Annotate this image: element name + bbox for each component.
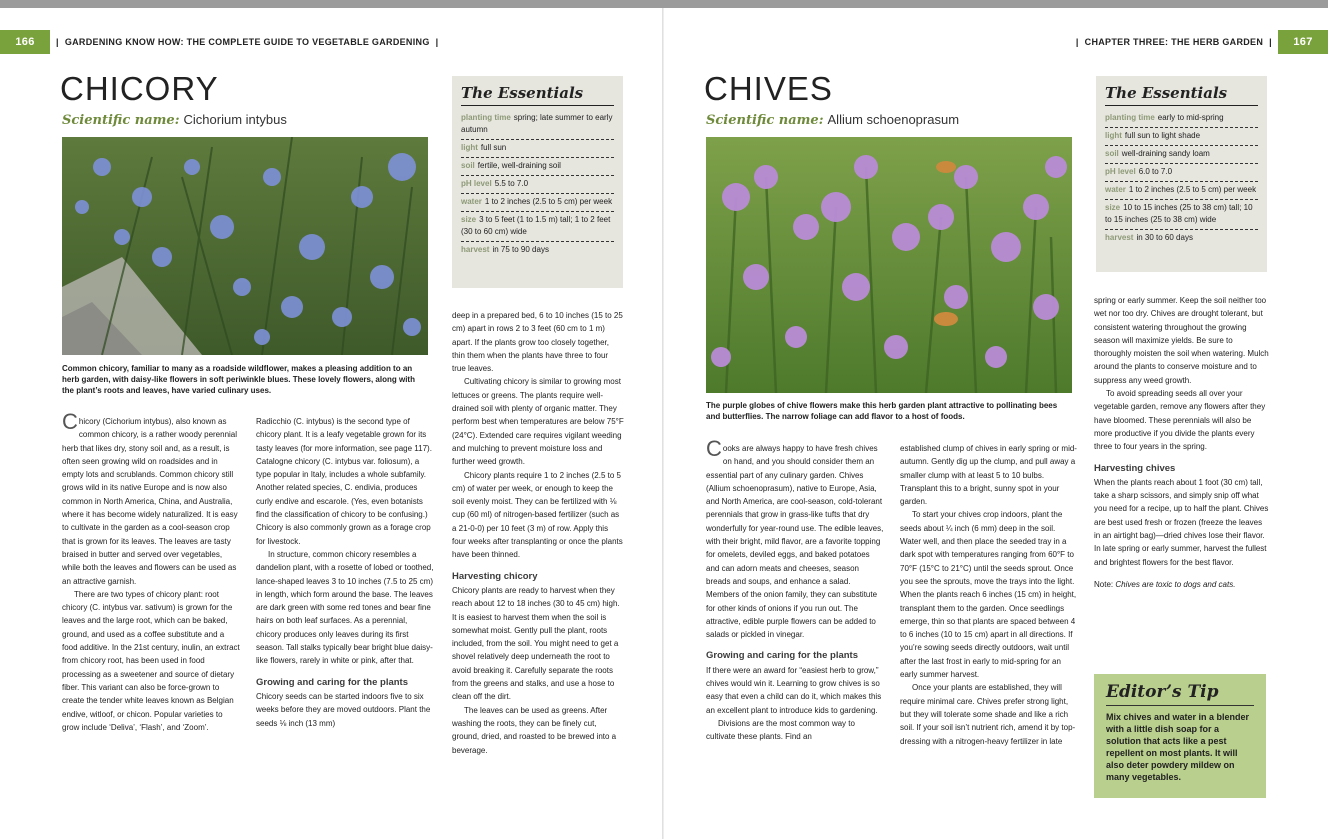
essential-soil bbox=[1105, 146, 1258, 164]
chives-photo bbox=[706, 137, 1072, 393]
essential-value: well-draining sandy loam bbox=[1121, 149, 1210, 158]
essential-value: 1 to 2 inches (2.5 to 5 cm) per week bbox=[484, 197, 613, 206]
essential-planting-time bbox=[1105, 110, 1258, 128]
essential-soil bbox=[461, 158, 614, 176]
essential-key: soil bbox=[461, 161, 475, 170]
paragraph: If there were an award for “easiest herb to grow,” chives would win it. Learning to grow chives is so easy that even a child can do it, which makes this an excellent plant to introduce kids to gardening. bbox=[706, 665, 882, 715]
divider: | bbox=[1269, 37, 1272, 47]
chicory-essentials-box bbox=[452, 76, 623, 288]
paragraph: In structure, common chicory resembles a dandelion plant, with a rosette of lobed or toothed, lance-shaped leaves 3 to 10 inches (7.5 to 25 cm) in length, which form around the base. The leaves are dark green with some red tones and bear fine hairs on both leaf surfaces. As a perennial, chicory produces only leaves during its first season. Tall stalks typically bear bright blue daisy-like flowers, rarely in white or pink, after that. bbox=[256, 549, 434, 666]
essential-value: spring; late summer to early autumn bbox=[461, 113, 613, 134]
paragraph: There are two types of chicory plant: root chicory (C. intybus var. sativum) is grown for the leaves and the large root, which can be baked, ground, and used as a coffee substitute and a food additive. In the 21st century, inulin, an extract from chicory root, has been used in food processing as a sweetener and source of dietary fiber. This variant can also be force-grown to create the tender white leaves known as Belgian endive, witloof, or chicon. Popular varieties to grow include ‘Deliva’, ‘Flash’, and ‘Zoom’. bbox=[62, 589, 240, 732]
essential-value: 10 to 15 inches (25 to 38 cm) tall; 10 to 15 inches (25 to 38 cm) wide bbox=[1105, 203, 1253, 224]
chives-caption: The purple globes of chive flowers make this herb garden plant attractive to pollinating bees and butterflies. The narrow foliage can add flavor to a host of foods. bbox=[706, 401, 1058, 421]
essential-size bbox=[1105, 200, 1258, 230]
essential-key: harvest bbox=[461, 245, 490, 254]
paragraph: Once your plants are established, they will require minimal care. Chives prefer strong light, but they will tolerate some shade and like a rich soil. If your soil isn’t nutrient rich, amend it by top-dressing with a nitrogen-heavy fertilizer in late bbox=[900, 683, 1076, 746]
right-running-head bbox=[1070, 30, 1328, 54]
drop-cap: C bbox=[62, 409, 78, 434]
note-label: Note: bbox=[1094, 579, 1114, 589]
essential-water bbox=[461, 194, 614, 212]
section-heading: Growing and caring for the plants bbox=[256, 676, 409, 688]
section-heading: Harvesting chicory bbox=[452, 570, 538, 582]
paragraph: To start your chives crop indoors, plant the seeds about ¼ inch (6 mm) deep in the soil. Water well, and then place the seeded tray in a dark spot with temperatures ranging from 60°F to 70°F (15°C to 21°C) until the seeds sprout. Once you see the sprouts, move the trays into the light. When the plants reach 6 inches (15 cm) in height, transplant them to the garden. Once seedlings emerge, thin so that plants are spaced between 4 to 6 inches (10 to 15 cm) apart in all directions. If you’re sowing seeds directly outdoors, wait until after the last frost in early to mid-spring for an early summer harvest. bbox=[900, 510, 1077, 680]
essential-value: early to mid-spring bbox=[1157, 113, 1224, 122]
paragraph bbox=[62, 409, 240, 588]
paragraph-text: ooks are always happy to have fresh chives on hand, and you should consider them an essential part of any culinary garden. Chives (Allium schoenoprasum), native to Europe, Asia, and North America, are cool-season, cold-tolerant perennials that grow in grass-like tufts that dry wonderfully for year-round use. The edible leaves, with their bright, mild flavor, are a favorite topping for omelets, deviled eggs, and baked potatoes and can adorn meats and cheeses, season breads and soups, and enhance a salad. Members of the onion family, they can substitute for other kinds of onions if you run out. The attractive, edible purple flowers can be added to salads or pickled in vinegar. bbox=[706, 444, 884, 640]
paragraph: spring or early summer. Keep the soil neither too wet nor too dry. Chives are drought tolerant, but consistent watering throughout the growing season will maximize yields. Be sure to thoroughly moisten the soil when watering. Mulch around the plants to conserve moisture and to suppress any weed growth. bbox=[1094, 296, 1269, 385]
paragraph: Chicory seeds can be started indoors five to six weeks before they are moved outdoors. Plant the seeds ⅛ inch (13 mm) bbox=[256, 691, 431, 728]
editors-tip-title: Editor’s Tip bbox=[1106, 682, 1254, 706]
editors-tip-body: Mix chives and water in a blender with a little dish soap for a solution that acts like a pest repellent on most plants. It will also deter powdery mildew on many vegetables. bbox=[1106, 712, 1250, 782]
scientific-name-text: Allium schoenoprasum bbox=[827, 112, 960, 127]
chicory-column-1 bbox=[62, 409, 240, 734]
essential-light bbox=[461, 140, 614, 158]
paragraph: Divisions are the most common way to cultivate these plants. Find an bbox=[706, 718, 855, 742]
essential-key: size bbox=[1105, 203, 1121, 212]
chives-column-2 bbox=[900, 442, 1078, 748]
essential-water bbox=[1105, 182, 1258, 200]
essential-key: size bbox=[461, 215, 477, 224]
essential-key: light bbox=[461, 143, 478, 152]
right-running-title: CHAPTER THREE: THE HERB GARDEN bbox=[1084, 37, 1264, 47]
essentials-title: The Essentials bbox=[461, 84, 614, 106]
chicory-column-3 bbox=[452, 309, 624, 757]
scientific-name-text: Cichorium intybus bbox=[183, 112, 287, 127]
essential-key: water bbox=[461, 197, 482, 206]
essential-value: in 75 to 90 days bbox=[492, 245, 549, 254]
essential-value: full sun bbox=[480, 143, 507, 152]
essential-key: pH level bbox=[461, 179, 492, 188]
essential-harvest bbox=[1105, 230, 1258, 247]
top-rule bbox=[0, 0, 1328, 8]
paragraph: established clump of chives in early spring or mid-autumn. Gently dig up the clump, and pull away a smaller clump with at least 5 to 10 bulbs. Transplant this to a bright, sunny spot in your garden. bbox=[900, 444, 1077, 507]
chives-column-3 bbox=[1094, 294, 1269, 591]
essentials-title: The Essentials bbox=[1105, 84, 1258, 106]
essential-harvest bbox=[461, 242, 614, 259]
paragraph: Chicory plants are ready to harvest when they reach about 12 to 18 inches (30 to 45 cm) high. It is easiest to harvest them when the soil is somewhat moist. Gently pull the plant, roots included, from the soil. You might need to get a shovel relatively deep underneath the root to avoid breaking it. Carefully separate the roots from the greens and stalks, and use a hose to clean off the dirt. bbox=[452, 585, 620, 702]
paragraph bbox=[706, 436, 884, 641]
paragraph: To avoid spreading seeds all over your vegetable garden, remove any flowers after they have bloomed. These perennials will also be more productive if you divide the plants every three to four years in the spring. bbox=[1094, 389, 1266, 452]
essential-key: light bbox=[1105, 131, 1122, 140]
right-page-number: 167 bbox=[1278, 30, 1328, 54]
essential-size bbox=[461, 212, 614, 242]
essential-value: 5.5 to 7.0 bbox=[494, 179, 529, 188]
note-text: Chives are toxic to dogs and cats. bbox=[1115, 579, 1236, 589]
left-page-number: 166 bbox=[0, 30, 50, 54]
chives-column-1 bbox=[706, 436, 884, 744]
paragraph: Chicory plants require 1 to 2 inches (2.5 to 5 cm) of water per week, or enough to keep the soil evenly moist. They can be fertilized with ⅛ cup (60 ml) of nitrogen-based fertilizer (such as a 21-0-0) per 10 feet (3 m) of row. Apply this four weeks after transplanting or once the plants have been thinned. bbox=[452, 470, 623, 560]
essential-value: fertile, well-draining soil bbox=[477, 161, 561, 170]
divider: | bbox=[1075, 37, 1079, 47]
essential-value: 1 to 2 inches (2.5 to 5 cm) per week bbox=[1128, 185, 1257, 194]
chives-essentials-box bbox=[1096, 76, 1267, 272]
paragraph: deep in a prepared bed, 6 to 10 inches (15 to 25 cm) apart in rows 2 to 3 feet (60 cm to 1 m) apart. If the plants grow too closely together, thin them when the plants have three to four true leaves. bbox=[452, 311, 623, 374]
left-running-title: GARDENING KNOW HOW: THE COMPLETE GUIDE TO VEGETABLE GARDENING bbox=[64, 37, 430, 47]
divider: | bbox=[435, 37, 439, 47]
paragraph: Radicchio (C. intybus) is the second type of chicory plant. It is a leafy vegetable grown for its tasty leaves (for more information, see page 117). Catalogne chicory (C. intybus var. foliosum), a type popular in Italy, includes a whole subfamily. Another related species, C. endivia, produces curly endive and escarole. (Yes, even botanists find the classification of chicory to be confusing.) Chicory is also commonly grown as a forage crop for livestock. bbox=[256, 417, 432, 546]
essential-value: in 30 to 60 days bbox=[1136, 233, 1193, 242]
drop-cap: C bbox=[706, 436, 722, 461]
essential-key: planting time bbox=[461, 113, 511, 122]
section-heading: Growing and caring for the plants bbox=[706, 650, 859, 662]
essential-key: planting time bbox=[1105, 113, 1155, 122]
scientific-label: Scientific name: bbox=[62, 113, 180, 128]
left-running-head bbox=[0, 30, 444, 54]
scientific-label: Scientific name: bbox=[706, 113, 824, 128]
essential-light bbox=[1105, 128, 1258, 146]
essential-value: 3 to 5 feet (1 to 1.5 m) tall; 1 to 2 feet (30 to 60 cm) wide bbox=[461, 215, 611, 236]
chicory-column-2 bbox=[256, 415, 434, 730]
essential-key: water bbox=[1105, 185, 1126, 194]
page-title-chives: CHIVES bbox=[704, 70, 833, 107]
essential-key: soil bbox=[1105, 149, 1119, 158]
essential-key: harvest bbox=[1105, 233, 1134, 242]
page-spine bbox=[662, 8, 664, 839]
divider: | bbox=[56, 37, 59, 47]
page-title-chicory: CHICORY bbox=[60, 70, 219, 107]
paragraph: The leaves can be used as greens. After washing the roots, they can be finely cut, ground, dried, and roasted to be brewed into a beverage. bbox=[452, 705, 617, 755]
paragraph: Cultivating chicory is similar to growing most lettuces or greens. The plants require well-drained soil with plenty of organic matter. They perform best when temperatures are below 75°F (24°C). Extended care requires vigilant weeding and mulching to prevent moisture loss and further weed growth. bbox=[452, 377, 624, 467]
essential-ph-level bbox=[1105, 164, 1258, 182]
chicory-photo bbox=[62, 137, 428, 355]
essential-value: full sun to light shade bbox=[1124, 131, 1201, 140]
chicory-caption: Common chicory, familiar to many as a roadside wildflower, makes a pleasing addition to an herb garden, with daisy-like flowers in soft periwinkle blues. These lovely flowers, along with the plant’s roots and leaves, have varied culinary uses. bbox=[62, 364, 415, 395]
scientific-name-chives bbox=[706, 112, 959, 128]
essential-key: pH level bbox=[1105, 167, 1136, 176]
essential-planting-time bbox=[461, 110, 614, 140]
scientific-name-chicory bbox=[62, 112, 287, 128]
note bbox=[1094, 578, 1269, 591]
essential-value: 6.0 to 7.0 bbox=[1138, 167, 1173, 176]
paragraph: When the plants reach about 1 foot (30 cm) tall, take a sharp scissors, and simply snip off what you need for a recipe, up to half the plant. Chives are best used fresh or frozen (freeze the leaves in an airtight bag)—dried chives lose their flavor. In late spring or early summer, harvest the fullest and brightest flowers for the best flavor. bbox=[1094, 477, 1269, 567]
section-heading: Harvesting chives bbox=[1094, 462, 1176, 474]
paragraph-text: hicory (Cichorium intybus), also known as common chicory, is a rather woody perennial herb that likes dry, stony soil and, as a result, is often seen growing wild on roadsides and in empty lots and scrublands. Common chicory still grows wild in its native Europe and is now also common in North America, China, and Australia, where it has become widely naturalized. It is easy to cultivate in the garden as a cool-season crop that is grown for its leaves. The leaves are tasty braised in butter and served over vegetables, while both the leaves and flowers can be used as an attractive garnish. bbox=[62, 417, 238, 586]
essential-ph-level bbox=[461, 176, 614, 194]
editors-tip-box bbox=[1094, 674, 1266, 798]
